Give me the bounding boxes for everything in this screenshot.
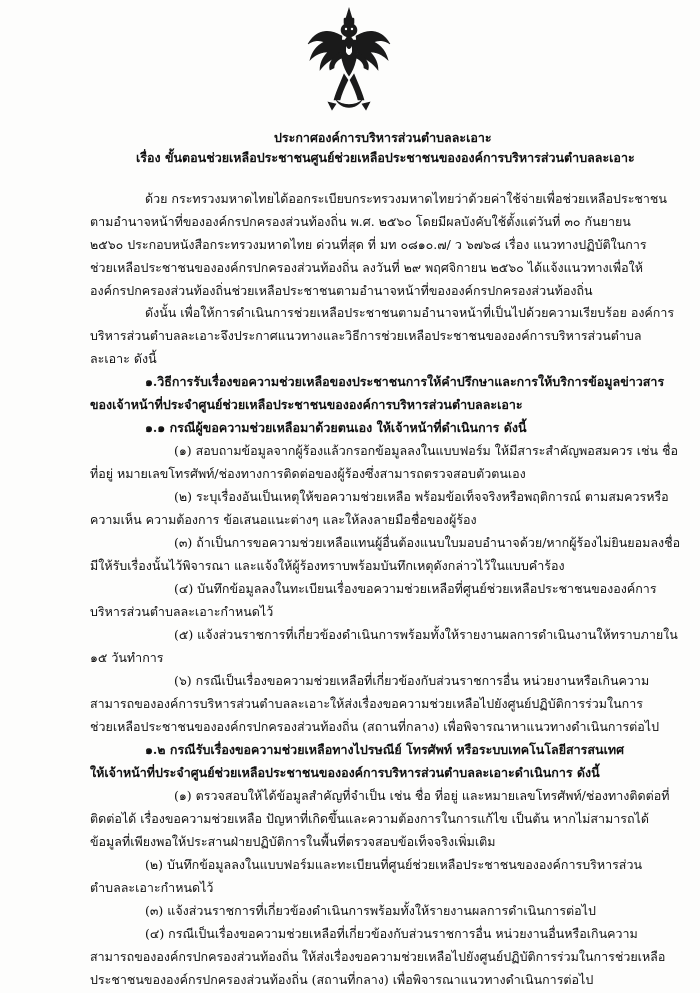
list-item: ประชาชนขององค์กรปกครองส่วนท้องถิ่น (สถานที่กลาง) เพื่อพิจารณาแนวทางดำเนินการต่อไป bbox=[90, 972, 594, 987]
list-item: ๑๕ วันทำการ bbox=[90, 650, 164, 665]
intro-line: ละเอาะ ดังนี้ bbox=[90, 351, 157, 366]
list-item: ช่วยเหลือประชาชนขององค์กรปกครองส่วนท้องถิ่น (สถานที่กลาง) เพื่อพิจารณาหาแนวทางดำเนินการต่อไป bbox=[90, 719, 660, 734]
list-item: ข้อมูลที่เพียงพอให้ประสานฝ่ายปฏิบัติการในพื้นที่ตรวจสอบข้อเท็จจริงเพิ่มเติม bbox=[90, 834, 496, 849]
announcement-subject: เรื่อง ขั้นตอนช่วยเหลือประชาชนศูนย์ช่วยเหลือประชาชนขององค์การบริหารส่วนตำบลละเอาะ bbox=[136, 150, 635, 165]
list-item: ติดต่อได้ เรื่องขอความช่วยเหลือ ปัญหาที่เกิดขึ้นและความต้องการในการแก้ไข เป็นต้น หากไม่สามารถได้ bbox=[90, 811, 649, 826]
intro-line: ด้วย กระทรวงมหาดไทยได้ออกระเบียบกระทรวงมหาดไทยว่าด้วยค่าใช้จ่ายเพื่อช่วยเหลือประชาชน bbox=[145, 191, 667, 206]
list-item: (๒) ระบุเรื่องอันเป็นเหตุให้ขอความช่วยเหลือ พร้อมข้อเท็จจริงหรือพฤติการณ์ ตามสมควรหรือ bbox=[174, 489, 669, 504]
subsection-heading: ให้เจ้าหน้าที่ประจำศูนย์ช่วยเหลือประชาชนขององค์การบริหารส่วนตำบลละเอาะดำเนินการ ดังนี้ bbox=[90, 765, 600, 780]
subsection-heading: ๑.๒ กรณีรับเรื่องขอความช่วยเหลือทางไปรษณีย์ โทรศัพท์ หรือระบบเทคโนโลยีสารสนเทศ bbox=[145, 742, 625, 757]
list-item: สามารถขององค์การบริหารส่วนตำบลละเอาะให้ส่งเรื่องขอความช่วยเหลือไปยังศูนย์ปฏิบัติการร่วมในการ bbox=[90, 696, 643, 711]
garuda-emblem bbox=[306, 6, 392, 114]
list-item: (๓) แจ้งส่วนราชการที่เกี่ยวข้องดำเนินการพร้อมทั้งให้รายงานผลการดำเนินการต่อไป bbox=[145, 903, 596, 918]
intro-line: ดังนั้น เพื่อให้การดำเนินการช่วยเหลือประชาชนตามอำนาจหน้าที่เป็นไปด้วยความเรียบร้อย องค์การ bbox=[145, 305, 675, 320]
list-item: (๖) กรณีเป็นเรื่องขอความช่วยเหลือที่เกี่ยวข้องกับส่วนราชการอื่น หน่วยงานหรือเกินความ bbox=[174, 673, 650, 688]
section-heading: ของเจ้าหน้าที่ประจำศูนย์ช่วยเหลือประชาชนขององค์การบริหารส่วนตำบลละเอาะ bbox=[90, 397, 523, 412]
section-heading: ๑.วิธีการรับเรื่องขอความช่วยเหลือของประชาชนการให้คำปรึกษาและการให้บริการข้อมูลข่าวสาร bbox=[145, 374, 665, 389]
list-item: (๔) บันทึกข้อมูลลงในทะเบียนเรื่องขอความช่วยเหลือที่ศูนย์ช่วยเหลือประชาชนขององค์การ bbox=[174, 581, 657, 596]
list-item: มีให้รับเรื่องนั้นไว้พิจารณา และแจ้งให้ผู้ร้องทราบพร้อมบันทึกเหตุดังกล่าวไว้ในแบบคำร้อง bbox=[90, 558, 565, 573]
list-item: ตำบลละเอาะกำหนดไว้ bbox=[90, 880, 214, 895]
list-item: ความเห็น ความต้องการ ข้อเสนอแนะต่างๆ และให้ลงลายมือชื่อของผู้ร้อง bbox=[90, 512, 477, 527]
intro-line: ตามอำนาจหน้าที่ขององค์กรปกครองส่วนท้องถิ่น พ.ศ. ๒๕๖๐ โดยมีผลบังคับใช้ตั้งแต่วันที่ ๓๐ กันยายน bbox=[90, 214, 631, 229]
announcement-title: ประกาศองค์การบริหารส่วนตำบลละเอาะ bbox=[274, 130, 492, 145]
list-item: ที่อยู่ หมายเลขโทรศัพท์/ช่องทางการติดต่อของผู้ร้องซึ่งสามารถตรวจสอบตัวตนเอง bbox=[90, 466, 526, 481]
subsection-heading: ๑.๑ กรณีผู้ขอความช่วยเหลือมาด้วยตนเอง ให้เจ้าหน้าที่ดำเนินการ ดังนี้ bbox=[145, 420, 527, 435]
list-item: (๓) ถ้าเป็นการขอความช่วยเหลือแทนผู้อื่นต้องแนบใบมอบอำนาจด้วย/หากผู้ร้องไม่ยินยอมลงชื่อ bbox=[174, 535, 681, 550]
intro-line: บริหารส่วนตำบลละเอาะจึงประกาศแนวทางและวิธีการช่วยเหลือประชาชนขององค์การบริหารส่วนตำบล bbox=[90, 328, 642, 343]
list-item: (๑) สอบถามข้อมูลจากผู้ร้องแล้วกรอกข้อมูลลงในแบบฟอร์ม ให้มีสาระสำคัญพอสมควร เช่น ชื่อ bbox=[174, 443, 679, 458]
list-item: สามารถขององค์กรปกครองส่วนท้องถิ่น ให้ส่งเรื่องขอความช่วยเหลือไปยังศูนย์ปฏิบัติการร่วมในการช่วยเหลือ bbox=[90, 949, 666, 964]
list-item: บริหารส่วนตำบลละเอาะกำหนดไว้ bbox=[90, 604, 274, 619]
intro-line: องค์กรปกครองส่วนท้องถิ่นช่วยเหลือประชาชนตามอำนาจหน้าที่ขององค์กรปกครองส่วนท้องถิ่น bbox=[90, 283, 593, 298]
list-item: (๑) ตรวจสอบให้ได้ข้อมูลสำคัญที่จำเป็น เช่น ชื่อ ที่อยู่ และหมายเลขโทรศัพท์/ช่องทางติดต่อที่ bbox=[174, 788, 670, 803]
intro-line: ๒๕๖๐ ประกอบหนังสือกระทรวงมหาดไทย ด่วนที่สุด ที่ มท ๐๘๑๐.๗/ ว ๖๗๖๘ เรื่อง แนวทางปฏิบัติในการ bbox=[90, 237, 647, 252]
intro-line: ช่วยเหลือประชาชนขององค์กรปกครองส่วนท้องถิ่น ลงวันที่ ๒๙ พฤศจิกายน ๒๕๖๐ ได้แจ้งแนวทางเพื่อให้ bbox=[90, 260, 644, 275]
list-item: (๕) แจ้งส่วนราชการที่เกี่ยวข้องดำเนินการพร้อมทั้งให้รายงานผลการดำเนินงานให้ทราบภายใน bbox=[174, 627, 678, 642]
list-item: (๒) บันทึกข้อมูลลงในแบบฟอร์มและทะเบียนที่ศูนย์ช่วยเหลือประชาชนขององค์การบริหารส่วน bbox=[145, 857, 643, 872]
list-item: (๔) กรณีเป็นเรื่องขอความช่วยเหลือที่เกี่ยวข้องกับส่วนราชการอื่น หน่วยงานอื่นหรือเกินความ bbox=[145, 926, 638, 941]
